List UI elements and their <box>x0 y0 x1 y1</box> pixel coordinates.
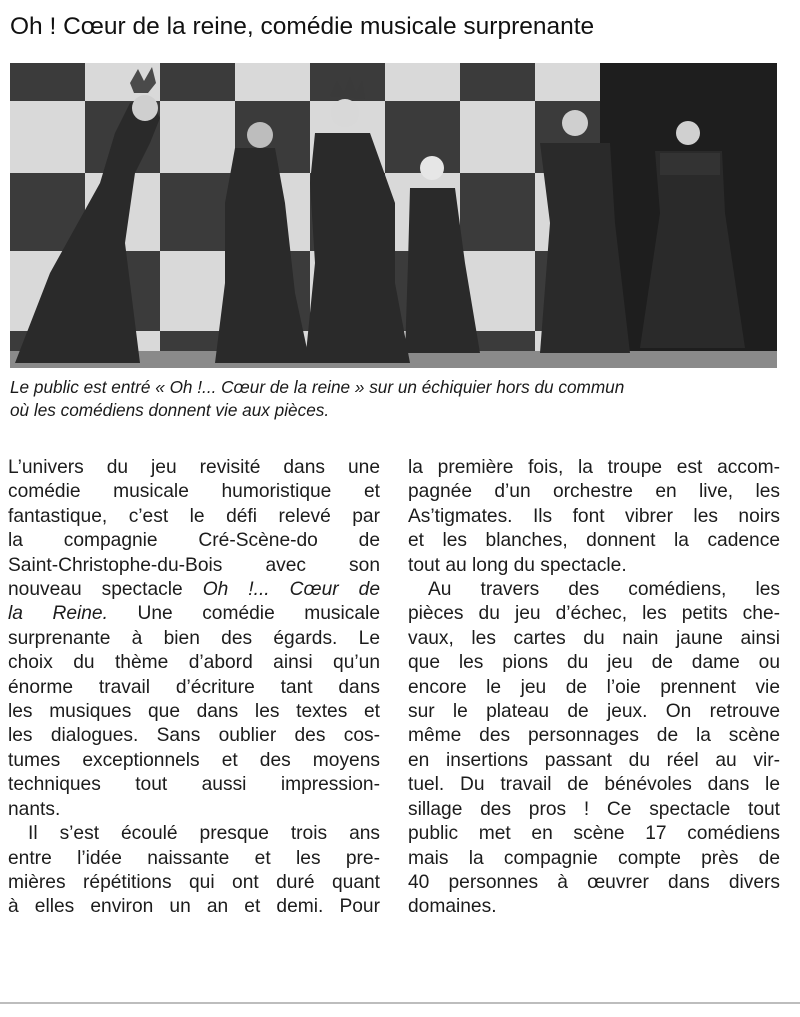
text-line: 40 personnes à œuvrer dans divers <box>408 871 780 893</box>
text-line: vaux, les cartes du nain jaune ainsi <box>408 627 780 649</box>
text-line: fantastique, c’est le défi relevé par <box>8 505 380 527</box>
article-headline: Oh ! Cœur de la reine, comédie musicale surprenante <box>10 13 595 40</box>
text-line: entre l’idée naissante et les pre- <box>8 847 380 869</box>
text-line <box>8 578 380 602</box>
text-line: en insertions passant du réel au vir- <box>408 749 780 771</box>
text-line: la première fois, la troupe est accom- <box>408 457 780 478</box>
text-line <box>8 602 380 626</box>
text-line: pièces du jeu d’échec, les petits che- <box>408 603 780 625</box>
text-line: L’univers du jeu revisité dans une <box>8 457 380 478</box>
text-line: choix du thème d’abord ainsi qu’un <box>8 652 380 674</box>
text-run: nouveau spectacle <box>8 579 203 601</box>
text-line: les dialogues. Sans oublier des cos- <box>8 725 380 747</box>
text-line: mières répétitions qui ont duré quant <box>8 871 380 893</box>
text-line: comédie musicale humoristique et <box>8 481 380 503</box>
text-line: sillage des pros ! Ce spectacle tout <box>408 798 780 820</box>
text-line: public met en scène 17 comédiens <box>408 823 780 845</box>
text-line: tumes exceptionnels et des moyens <box>8 749 380 771</box>
text-line: à elles environ un an et demi. Pour <box>8 896 380 918</box>
text-line: énorme travail d’écriture tant dans <box>8 676 380 698</box>
text-line: pagnée d’un orchestre en live, les <box>408 481 780 503</box>
text-line: surprenante à bien des égards. Le <box>8 627 380 649</box>
text-line: la compagnie Cré-Scène-do de <box>8 530 380 552</box>
text-line: techniques tout aussi impression- <box>8 774 380 796</box>
text-line: nants. <box>8 798 61 820</box>
text-run: Une comédie musicale <box>107 603 380 625</box>
text-line: As’tigmates. Ils font vibrer les noirs <box>408 505 780 527</box>
text-line: tout au long du spectacle. <box>408 554 627 576</box>
text-line: Il s’est écoulé presque trois ans <box>28 823 380 845</box>
text-line: sur le plateau de jeux. On retrouve <box>408 701 780 723</box>
caption-line: où les comédiens donnent vie aux pièces. <box>10 400 330 420</box>
text-line: même des personnages de la scène <box>408 725 780 747</box>
text-line: Saint-Christophe-du-Bois avec son <box>8 554 380 576</box>
photo-caption <box>10 376 785 422</box>
text-line: mais la compagnie compte près de <box>408 847 780 869</box>
stage-photo <box>10 63 777 368</box>
text-line: que les pions du jeu de dame ou <box>408 652 780 674</box>
caption-line: Le public est entré « Oh !... Cœur de la reine » sur un échiquier hors du commun <box>10 377 625 397</box>
text-line: encore le jeu de l’oie prennent vie <box>408 676 780 698</box>
bottom-rule <box>0 1002 800 1004</box>
show-title: Oh !... Cœur de <box>202 579 380 601</box>
text-line: et les blanches, donnent la cadence <box>408 530 780 552</box>
text-line: tuel. Du travail de bénévoles dans le <box>408 774 780 796</box>
text-line: domaines. <box>408 896 497 918</box>
text-line: Au travers des comédiens, les <box>428 579 780 601</box>
show-title: la Reine. <box>8 603 108 625</box>
text-line: les musiques que dans les textes et <box>8 701 380 723</box>
right-column <box>408 456 780 920</box>
left-column <box>8 456 380 920</box>
